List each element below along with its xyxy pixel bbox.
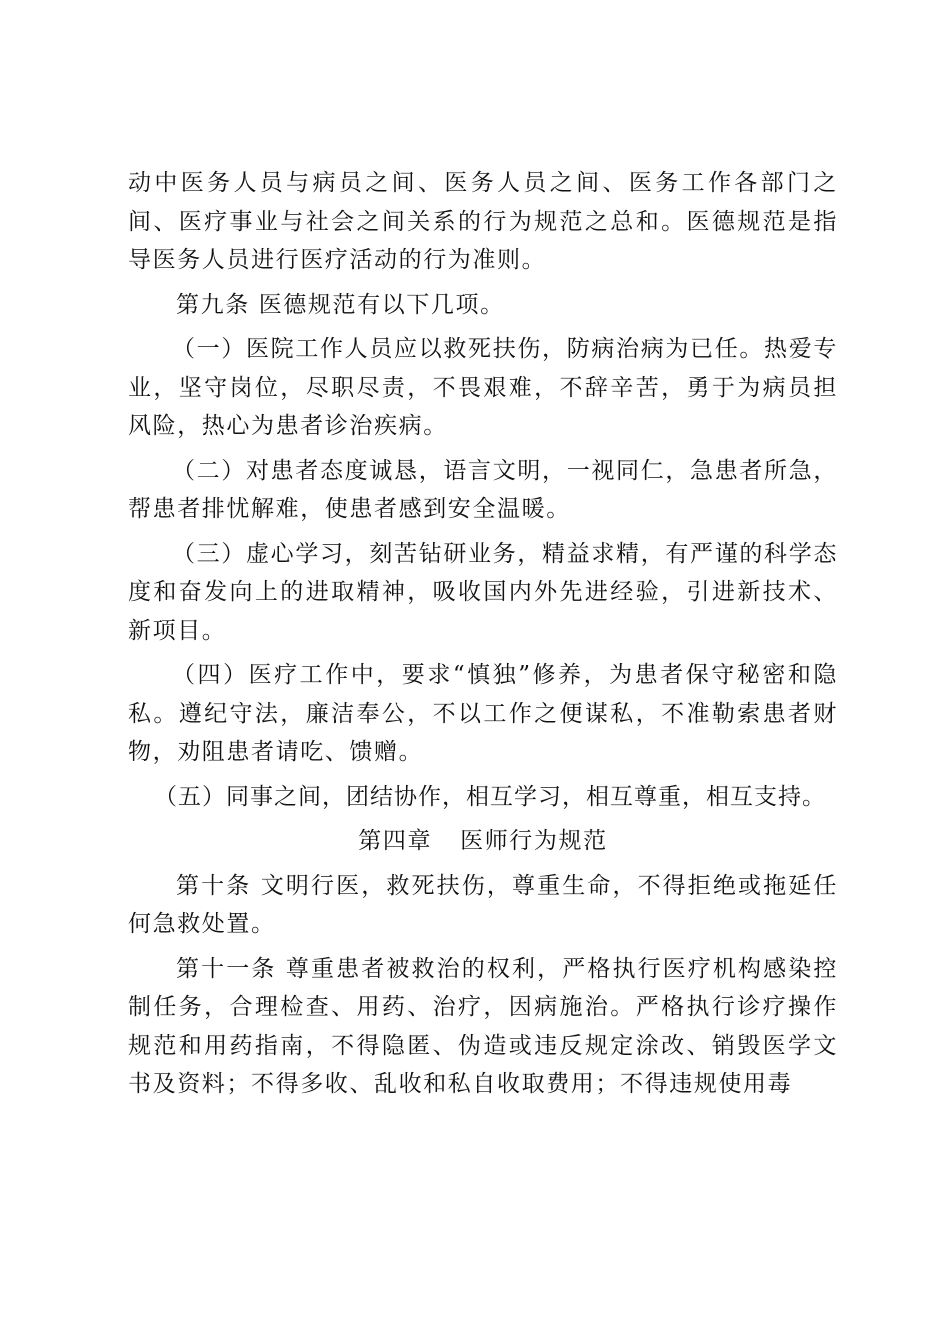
list-item-5: （五）同事之间，团结协作，相互学习，相互尊重，相互支持。 <box>154 783 826 810</box>
list-item-2: （二）对患者态度诚恳，语言文明，一视同仁，急患者所急，帮患者排忧解难，使患者感到安全温暖。 <box>128 457 838 522</box>
article-9-heading: 第九条 医德规范有以下几项。 <box>176 291 505 318</box>
list-item-4: （四）医疗工作中，要求“慎独”修养，为患者保守秘密和隐私。遵纪守法，廉洁奉公，不以工作之便谋私，不准勒索患者财物，劝阻患者请吃、馈赠。 <box>128 662 838 765</box>
article-11: 第十一条 尊重患者被救治的权利，严格执行医疗机构感染控制任务，合理检查、用药、治疗，因病施治。严格执行诊疗操作规范和用药指南，不得隐匿、伪造或违反规定涂改、销毁医学文书及资料；不得多收、乱收和私自收取费用；不得违规使用毒 <box>128 955 838 1097</box>
list-item-1: （一）医院工作人员应以救死扶伤，防病治病为已任。热爱专业，坚守岗位，尽职尽责，不畏艰难，不辞辛苦，勇于为病员担风险，热心为患者诊治疾病。 <box>128 336 838 439</box>
chapter-heading <box>128 822 838 861</box>
article-10: 第十条 文明行医，救死扶伤，尊重生命，不得拒绝或拖延任何急救处置。 <box>128 872 838 937</box>
document-page <box>128 164 838 1110</box>
chapter-title: 医师行为规范 <box>460 828 608 854</box>
chapter-number: 第四章 <box>358 828 433 854</box>
list-item-3: （三）虚心学习，刻苦钻研业务，精益求精，有严谨的科学态度和奋发向上的进取精神，吸收国内外先进经验，引进新技术、新项目。 <box>128 540 838 644</box>
paragraph-continuation: 动中医务人员与病员之间、医务人员之间、医务工作各部门之间、医疗事业与社会之间关系的行为规范之总和。医德规范是指导医务人员进行医疗活动的行为准则。 <box>128 170 838 273</box>
